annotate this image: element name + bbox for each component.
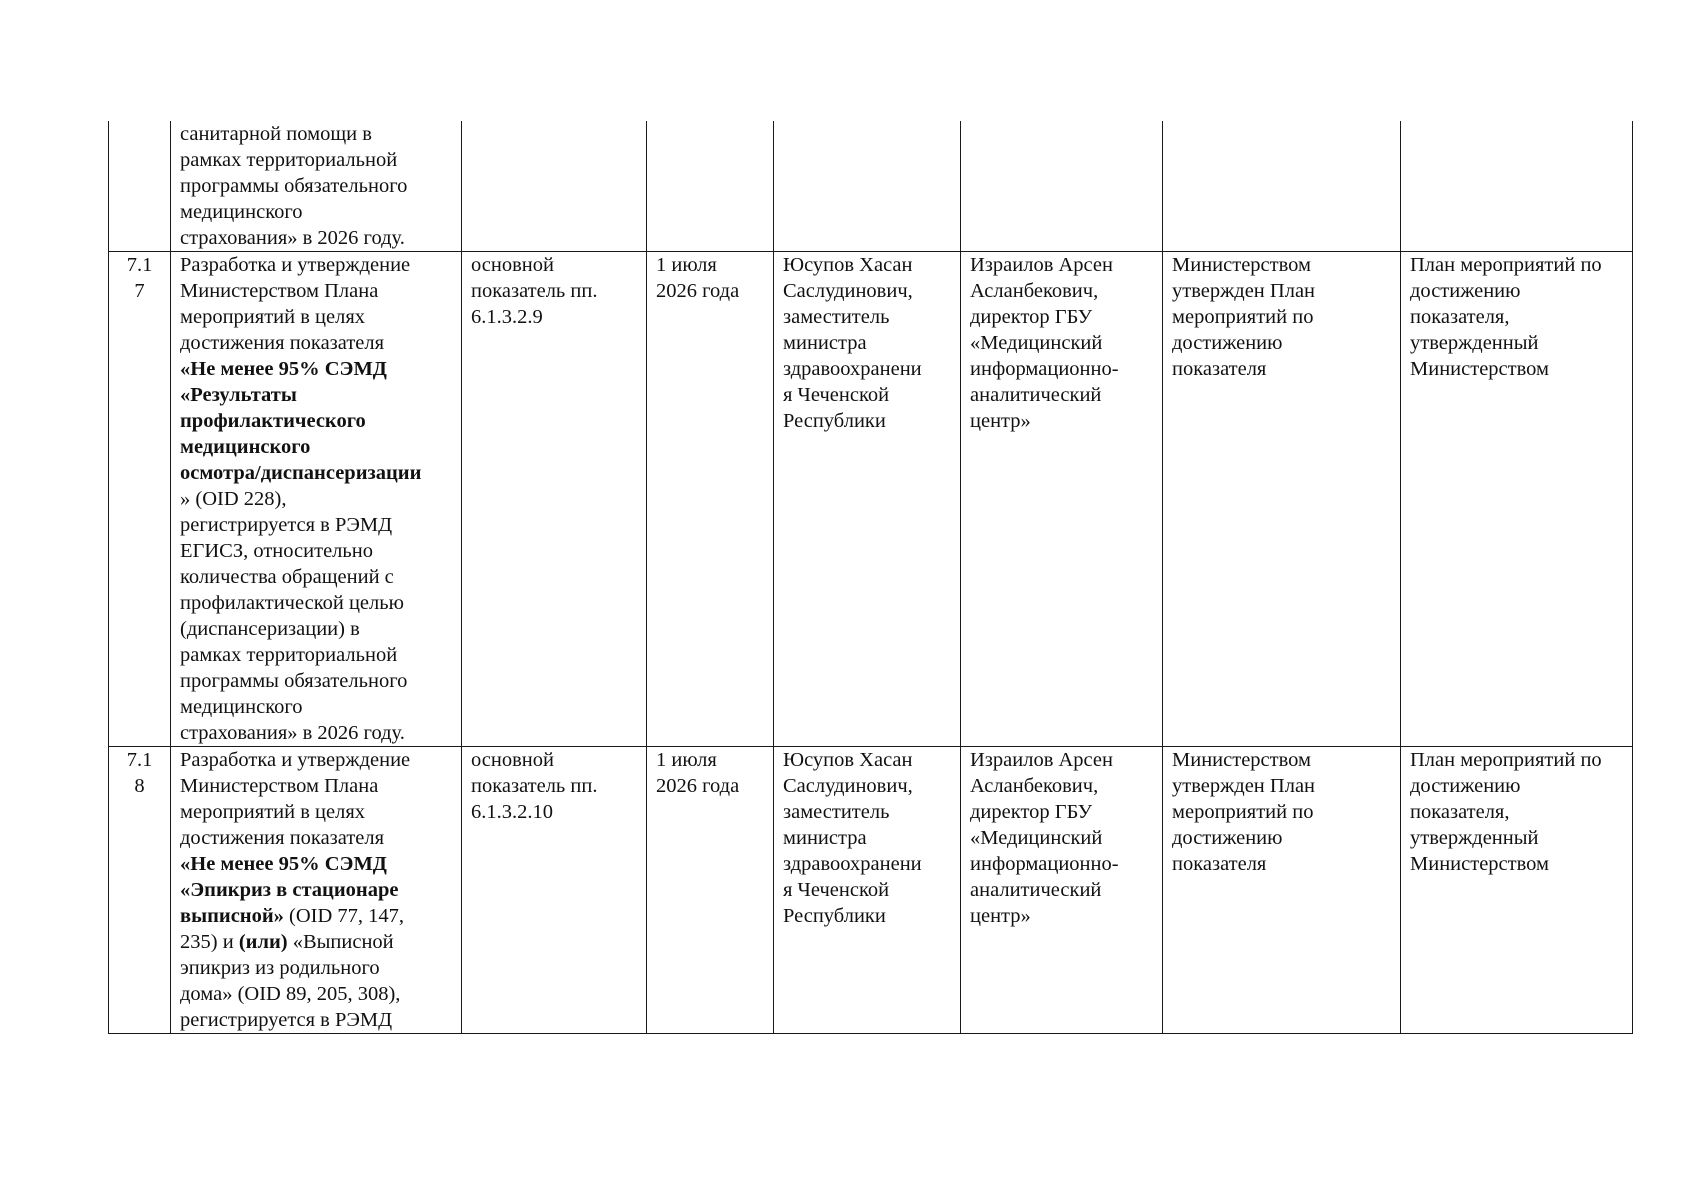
text-line: я Чеченской [783, 384, 890, 406]
text-line: основной [471, 749, 554, 771]
text-segment: регистрируется в РЭМД [180, 1009, 393, 1031]
text-line: программы обязательного [180, 175, 408, 197]
table-row [109, 747, 1633, 1034]
cell-deadline [647, 747, 774, 1034]
text-segment: достижения показателя [180, 827, 385, 849]
text-segment: медицинского [180, 696, 303, 718]
text-line [180, 668, 453, 694]
cell-number [109, 252, 171, 747]
text-line: Юсупов Хасан [783, 749, 913, 771]
text-segment: мероприятий в целях [180, 801, 366, 823]
text-line: 7 [134, 280, 145, 302]
text-segment: (OID 77, 147, [283, 905, 405, 927]
cell-activity [171, 747, 462, 1034]
text-line: основной [471, 254, 554, 276]
text-line [180, 903, 453, 929]
text-line: Саслудинович, [783, 280, 913, 302]
text-line: достижению [1410, 775, 1521, 797]
text-line: утвержденный [1410, 827, 1539, 849]
text-line: Асланбекович, [970, 280, 1099, 302]
text-line [180, 460, 453, 486]
text-line: страхования» в 2026 году. [180, 227, 405, 249]
text-line: показатель пп. [471, 775, 598, 797]
text-segment: Разработка и утверждение [180, 254, 411, 276]
cell-document [1401, 747, 1633, 1034]
text-line [180, 304, 453, 330]
text-segment: рамках территориальной [180, 644, 398, 666]
text-line [180, 382, 453, 408]
bold-text: выписной» [180, 905, 284, 927]
text-line [180, 616, 453, 642]
text-line: 2026 года [656, 280, 740, 302]
text-line: заместитель [783, 306, 890, 328]
text-segment: страхования» в 2026 году. [180, 722, 405, 744]
text-line: показателя, [1410, 801, 1510, 823]
text-segment: мероприятий в целях [180, 306, 366, 328]
text-line: Юсупов Хасан [783, 254, 913, 276]
text-line: утвержденный [1410, 332, 1539, 354]
text-line: План мероприятий по [1410, 254, 1602, 276]
text-segment: профилактической целью [180, 592, 404, 614]
text-line: здравоохранени [783, 358, 922, 380]
text-line: центр» [970, 410, 1031, 432]
bold-text: «Результаты [180, 384, 297, 406]
text-line: «Медицинский [970, 827, 1103, 849]
text-line [180, 1007, 453, 1033]
bold-text: медицинского [180, 436, 311, 458]
text-line: центр» [970, 905, 1031, 927]
cell-executor [961, 252, 1163, 747]
cell-executor [961, 747, 1163, 1034]
text-line: Министерством [1172, 254, 1311, 276]
bold-text: (или) [238, 931, 288, 953]
text-line: показателя [1172, 358, 1267, 380]
text-line [180, 773, 453, 799]
text-line: План мероприятий по [1410, 749, 1602, 771]
bold-text: осмотра/диспансеризации [180, 462, 422, 484]
text-line [180, 278, 453, 304]
text-line [180, 929, 453, 955]
text-line: показателя, [1410, 306, 1510, 328]
text-segment: достижения показателя [180, 332, 385, 354]
cell-indicator [462, 747, 647, 1034]
text-line: 2026 года [656, 775, 740, 797]
text-segment: ЕГИСЗ, относительно [180, 540, 373, 562]
text-line: достижению [1172, 827, 1283, 849]
text-segment: Разработка и утверждение [180, 749, 411, 771]
text-line: заместитель [783, 801, 890, 823]
text-line: информационно- [970, 358, 1119, 380]
text-line: 6.1.3.2.9 [471, 306, 543, 328]
text-line: 6.1.3.2.10 [471, 801, 553, 823]
cell-indicator [462, 252, 647, 747]
cell-result [1163, 121, 1401, 252]
cell-executor [961, 121, 1163, 252]
text-line [180, 434, 453, 460]
bold-text: «Эпикриз в стационаре [180, 879, 399, 901]
text-line [180, 720, 453, 746]
text-line [180, 564, 453, 590]
table-row-continuation [109, 121, 1633, 252]
text-line: мероприятий по [1172, 801, 1314, 823]
text-line: директор ГБУ [970, 306, 1093, 328]
text-line: 1 июля [656, 749, 717, 771]
text-line: «Медицинский [970, 332, 1103, 354]
text-line: достижению [1410, 280, 1521, 302]
text-line: министра [783, 332, 867, 354]
text-line [180, 330, 453, 356]
text-line: аналитический [970, 879, 1102, 901]
text-line [180, 486, 453, 512]
text-segment: Министерством Плана [180, 280, 379, 302]
text-line: утвержден План [1172, 280, 1316, 302]
cell-result [1163, 252, 1401, 747]
text-segment: «Выписной [287, 931, 394, 953]
text-segment: » (OID 228), [180, 488, 287, 510]
text-line: утвержден План [1172, 775, 1316, 797]
text-line: 1 июля [656, 254, 717, 276]
cell-document [1401, 121, 1633, 252]
cell-document [1401, 252, 1633, 747]
text-line: рамках территориальной [180, 149, 398, 171]
bold-text: «Не менее 95% СЭМД [180, 358, 387, 380]
text-line [180, 981, 453, 1007]
text-line [180, 694, 453, 720]
cell-activity [171, 252, 462, 747]
text-line: Асланбекович, [970, 775, 1099, 797]
text-line [180, 955, 453, 981]
text-line: здравоохранени [783, 853, 922, 875]
text-line: санитарной помощи в [180, 123, 372, 145]
text-segment: дома» (OID 89, 205, 308), [180, 983, 401, 1005]
text-line: Республики [783, 410, 886, 432]
text-line: достижению [1172, 332, 1283, 354]
cell-number [109, 747, 171, 1034]
text-line: показатель пп. [471, 280, 598, 302]
text-line: Министерством [1172, 749, 1311, 771]
text-segment: программы обязательного [180, 670, 408, 692]
text-line: Республики [783, 905, 886, 927]
cell-deadline [647, 252, 774, 747]
cell-number [109, 121, 171, 252]
text-segment: регистрируется в РЭМД [180, 514, 393, 536]
text-line: Израилов Арсен [970, 749, 1113, 771]
bold-text: «Не менее 95% СЭМД [180, 853, 387, 875]
text-line [180, 590, 453, 616]
text-line: 8 [134, 775, 145, 797]
table-row [109, 252, 1633, 747]
text-line: медицинского [180, 201, 303, 223]
text-line: Министерством [1410, 358, 1549, 380]
text-line: Израилов Арсен [970, 254, 1113, 276]
text-line: аналитический [970, 384, 1102, 406]
cell-responsible [774, 121, 961, 252]
text-segment: 235) и [180, 931, 239, 953]
text-line: 7.1 [126, 254, 153, 276]
cell-result [1163, 747, 1401, 1034]
text-line: Министерством [1410, 853, 1549, 875]
text-line [180, 408, 453, 434]
text-line [180, 851, 453, 877]
text-line: Саслудинович, [783, 775, 913, 797]
text-line [180, 512, 453, 538]
text-segment: эпикриз из родильного [180, 957, 380, 979]
cell-indicator [462, 121, 647, 252]
text-line: показателя [1172, 853, 1267, 875]
cell-deadline [647, 121, 774, 252]
activities-table [108, 121, 1633, 1034]
text-line [180, 642, 453, 668]
text-line [180, 799, 453, 825]
text-line [180, 356, 453, 382]
text-line: я Чеченской [783, 879, 890, 901]
text-segment: Министерством Плана [180, 775, 379, 797]
cell-activity [171, 121, 462, 252]
text-line [180, 877, 453, 903]
cell-responsible [774, 252, 961, 747]
text-segment: (диспансеризации) в [180, 618, 360, 640]
text-line: мероприятий по [1172, 306, 1314, 328]
text-line: информационно- [970, 853, 1119, 875]
text-line: директор ГБУ [970, 801, 1093, 823]
text-segment: количества обращений с [180, 566, 394, 588]
text-line [180, 538, 453, 564]
text-line: 7.1 [126, 749, 153, 771]
text-line: министра [783, 827, 867, 849]
text-line [180, 747, 453, 773]
text-line [180, 825, 453, 851]
text-line [180, 252, 453, 278]
cell-responsible [774, 747, 961, 1034]
bold-text: профилактического [180, 410, 366, 432]
